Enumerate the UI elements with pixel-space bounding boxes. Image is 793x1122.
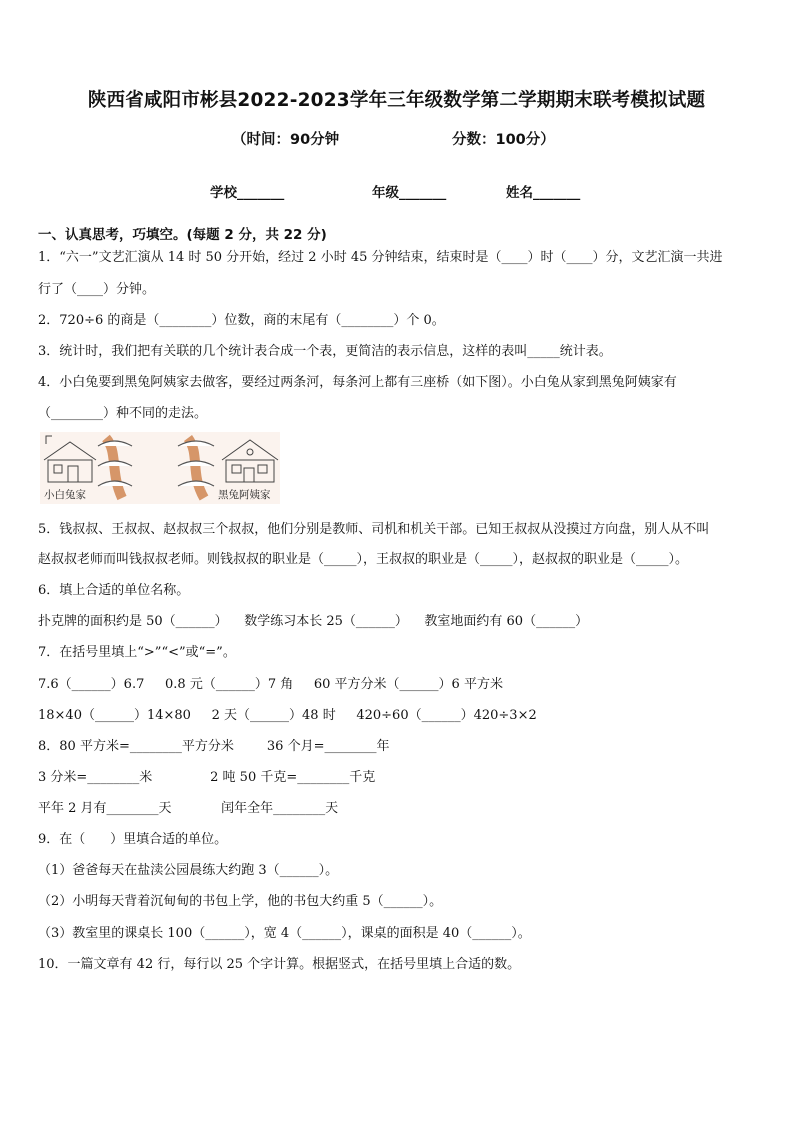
score-label: 分数：100分） [452,132,555,148]
left-house-label: 小白兔家 [44,489,86,501]
page-title: 陕西省咸阳市彬县2022-2023学年三年级数学第二学期期末联考模拟试题 [87,90,706,111]
question-line: （________）种不同的走法。 [38,406,208,421]
question-line: 18×40（______）14×80 2 天（______）48 时 420÷60（______）420÷3×2 [38,708,537,723]
question-line: 5．钱叔叔、王叔叔、赵叔叔三个叔叔，他们分别是教师、司机和机关干部。已知王叔叔从没摸过方向盘，别人从不叫 [38,522,710,537]
question-line: （1）爸爸每天在盐渎公园晨练大约跑 3（______）。 [38,863,339,878]
question-line: 6．填上合适的单位名称。 [38,583,190,598]
grade-field[interactable]: 年级_______ [372,185,447,201]
question-line: 8．80 平方米=________平方分米 36 个月=________年 [38,739,390,754]
question-line: 1．“六一”文艺汇演从 14 时 50 分开始，经过 2 小时 45 分钟结束，结束时是（____）时（____）分，文艺汇演一共进 [38,250,723,265]
question-line: （3）教室里的课桌长 100（______），宽 4（______），课桌的面积是 40（______）。 [38,926,531,941]
name-field[interactable]: 姓名_______ [506,185,581,201]
section-heading: 一、认真思考，巧填空。(每题 2 分，共 22 分) [38,227,327,243]
question-line: 赵叔叔老师而叫钱叔叔老师。则钱叔叔的职业是（_____），王叔叔的职业是（_____），赵叔叔的职业是（_____）。 [38,552,689,567]
question-line: 3 分米=________米 2 吨 50 千克=________千克 [38,770,376,785]
question-line: 10．一篇文章有 42 行，每行以 25 个字计算。根据竖式，在括号里填上合适的数。 [38,957,521,972]
question-line: 7．在括号里填上“>”“<”或“=”。 [38,645,236,660]
question-line: 扑克牌的面积约是 50（______） 数学练习本长 25（______） 教室地面约有 60（______） [38,614,589,629]
time-label: （时间：90分钟 [232,132,340,148]
question-line: 3．统计时，我们把有关联的几个统计表合成一个表，更简洁的表示信息，这样的表叫_____统计表。 [38,344,612,359]
question-line: （2）小明每天背着沉甸甸的书包上学，他的书包大约重 5（______）。 [38,894,443,909]
question-line: 行了（____）分钟。 [38,282,156,297]
school-field[interactable]: 学校_______ [210,185,285,201]
question-line: 9．在（ ）里填合适的单位。 [38,832,228,847]
bridge-illustration [40,432,280,504]
question-line: 平年 2 月有________天 闰年全年________天 [38,801,339,816]
question-line: 7.6（______）6.7 0.8 元（______）7 角 60 平方分米（______）6 平方米 [38,677,503,692]
question-line: 2．720÷6 的商是（________）位数，商的末尾有（________）个 0。 [38,313,445,328]
question-line: 4．小白兔要到黑兔阿姨家去做客，要经过两条河，每条河上都有三座桥（如下图）。小白兔从家到黑兔阿姨家有 [38,375,677,390]
right-house-label: 黑兔阿姨家 [218,489,271,501]
